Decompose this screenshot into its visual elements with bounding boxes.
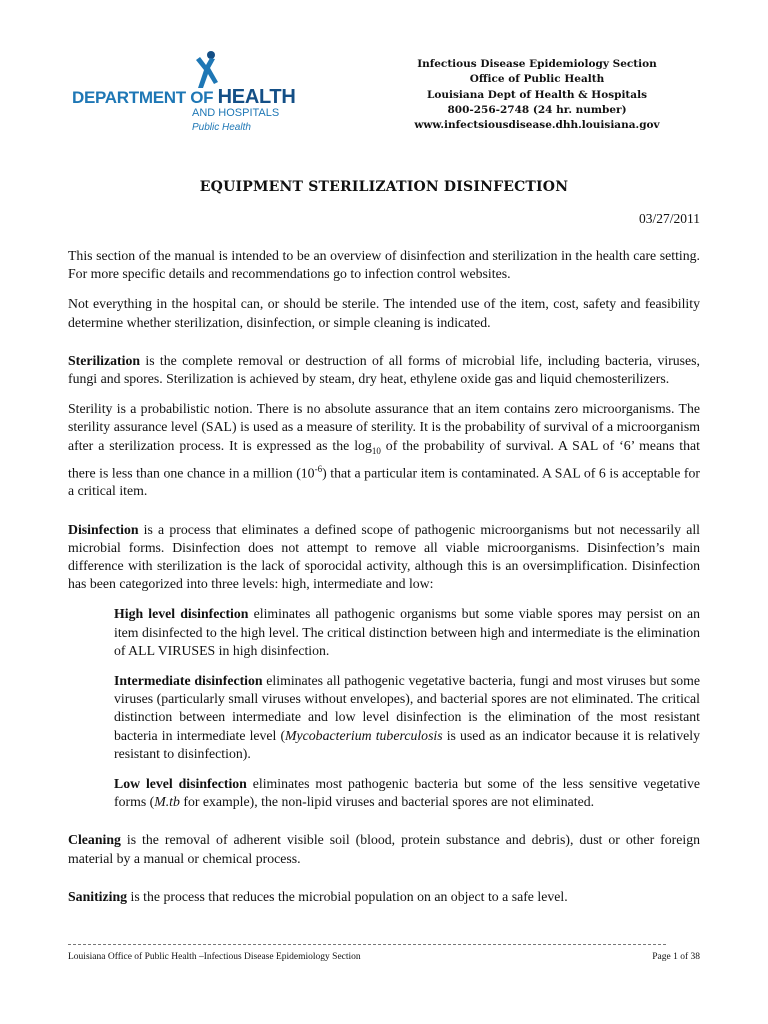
exponent-superscript: -6: [314, 463, 323, 474]
term-low-level: Low level disinfection: [114, 776, 247, 792]
footer-page-number: Page 1 of 38: [652, 952, 700, 962]
high-level-text: eliminates all pathogenic organisms but some viable spores may persist on an item disinfected to the high level. The critical distinction between high and intermediate is the elimination of ALL VIRUSES in high disinfection.: [114, 606, 700, 658]
logo-dept-text: DEPARTMENT OF: [72, 88, 218, 107]
intermediate-text-a: eliminates all pathogenic vegetative bacteria, fungi and most viruses but some viruses (particularly small viruses without envelopes), and bacterial spores are not eliminated. The critical distinction between intermediate and low level disinfection is the elimination of the most resistant bacteria in intermediate level (: [114, 673, 701, 743]
sterilization-text: is the complete removal or destruction of all forms of microbial life, including bacteria, viruses, fungi and spores. Sterilization is achieved by steam, dry heat, ethylene oxide gas and liquid chemosterilizers.: [68, 352, 700, 387]
term-cleaning: Cleaning: [68, 832, 121, 848]
person-figure-icon: [190, 50, 220, 90]
paragraph-intro: This section of the manual is intended to be an overview of disinfection and sterilization in the health care setting. For more specific details and recommendations go to infection control websites.: [68, 248, 700, 282]
header-website: www.infectsiousdisease.dhh.louisiana.gov: [414, 119, 660, 132]
low-level-text-b: for example), the non-lipid viruses and bacterial spores are not eliminated.: [179, 794, 595, 810]
logo-hospitals-text: AND HOSPITALS: [192, 107, 280, 119]
term-disinfection: Disinfection: [68, 521, 139, 537]
low-level-text-a: eliminates most pathogenic bacteria but some of the less sensitive vegetative forms (: [114, 776, 700, 810]
contact-header: [392, 57, 682, 133]
term-sterilization: Sterilization: [68, 352, 141, 368]
paragraph-high-level: [114, 605, 700, 660]
sterility-text-a: Sterility is a probabilistic notion. There is no absolute assurance that an item contains zero microorganisms. The sterility assurance level (SAL) is used as a measure of sterility. It is the probability of survival of a microorganism after a sterilization process. It is expressed as the log: [68, 401, 700, 453]
paragraph-sterilization: [68, 352, 700, 388]
term-sanitizing: Sanitizing: [68, 888, 128, 904]
mtb-abbrev: M.tb: [154, 794, 180, 810]
logo-public-health-text: Public Health: [192, 122, 251, 133]
term-high-level: High level disinfection: [114, 606, 249, 622]
footer-divider: [68, 944, 666, 945]
header-phone: 800-256-2748 (24 hr. number): [447, 103, 627, 116]
header-office-name: Office of Public Health: [469, 73, 605, 86]
header-section-name: Infectious Disease Epidemiology Section: [417, 58, 657, 70]
intermediate-text-b: is used as an indicator because it is relatively resistant to disinfection).: [114, 727, 700, 761]
mycobacterium-name: Mycobacterium tuberculosis: [285, 727, 443, 743]
term-intermediate: Intermediate disinfection: [114, 673, 263, 688]
paragraph-sanitizing: [68, 888, 700, 906]
document-date: 03/27/2011: [638, 211, 700, 226]
document-body: [68, 247, 700, 918]
paragraph-sterility: [68, 400, 700, 500]
log-subscript: 10: [371, 445, 381, 456]
cleaning-text: is the removal of adherent visible soil (blood, protein substance and debris), dust or other foreign material by a manual or chemical process.: [68, 832, 700, 866]
dhh-logo: [72, 50, 296, 140]
footer-source: Louisiana Office of Public Health –Infectious Disease Epidemiology Section: [68, 952, 361, 962]
logo-wordmark: [72, 86, 295, 109]
paragraph-intermediate: [114, 672, 700, 763]
sterility-text-b: of the probability of survival. A SAL of ‘6’ means that there is less than one chance in a million (10: [68, 437, 700, 481]
paragraph-low-level: [114, 775, 700, 811]
logo-health-text: HEALTH: [217, 86, 296, 108]
sanitizing-text: is the process that reduces the microbial population on an object to a safe level.: [127, 888, 568, 904]
paragraph-disinfection: [68, 521, 700, 594]
page-title: EQUIPMENT STERILIZATION DISINFECTION: [199, 179, 569, 195]
paragraph-cleaning: [68, 831, 700, 867]
sterility-text-c: ) that a particular item is contaminated. A SAL of 6 is acceptable for a critical item.: [68, 465, 701, 499]
paragraph-not-everything: Not everything in the hospital can, or should be sterile. The intended use of the item, cost, safety and feasibility determine whether sterilization, disinfection, or simple cleaning is indicated.: [68, 296, 700, 330]
disinfection-text: is a process that eliminates a defined scope of pathogenic microorganisms but not necessarily all microbial forms. Disinfection does not attempt to remove all viable microorganisms. Disinfection’s main difference with sterilization is the lack of sporocidal activity, although this is an oversimplification. Disinfection has been categorized into three levels: high, intermediate and low:: [68, 521, 700, 592]
header-dept-name: Louisiana Dept of Health & Hospitals: [426, 88, 647, 101]
